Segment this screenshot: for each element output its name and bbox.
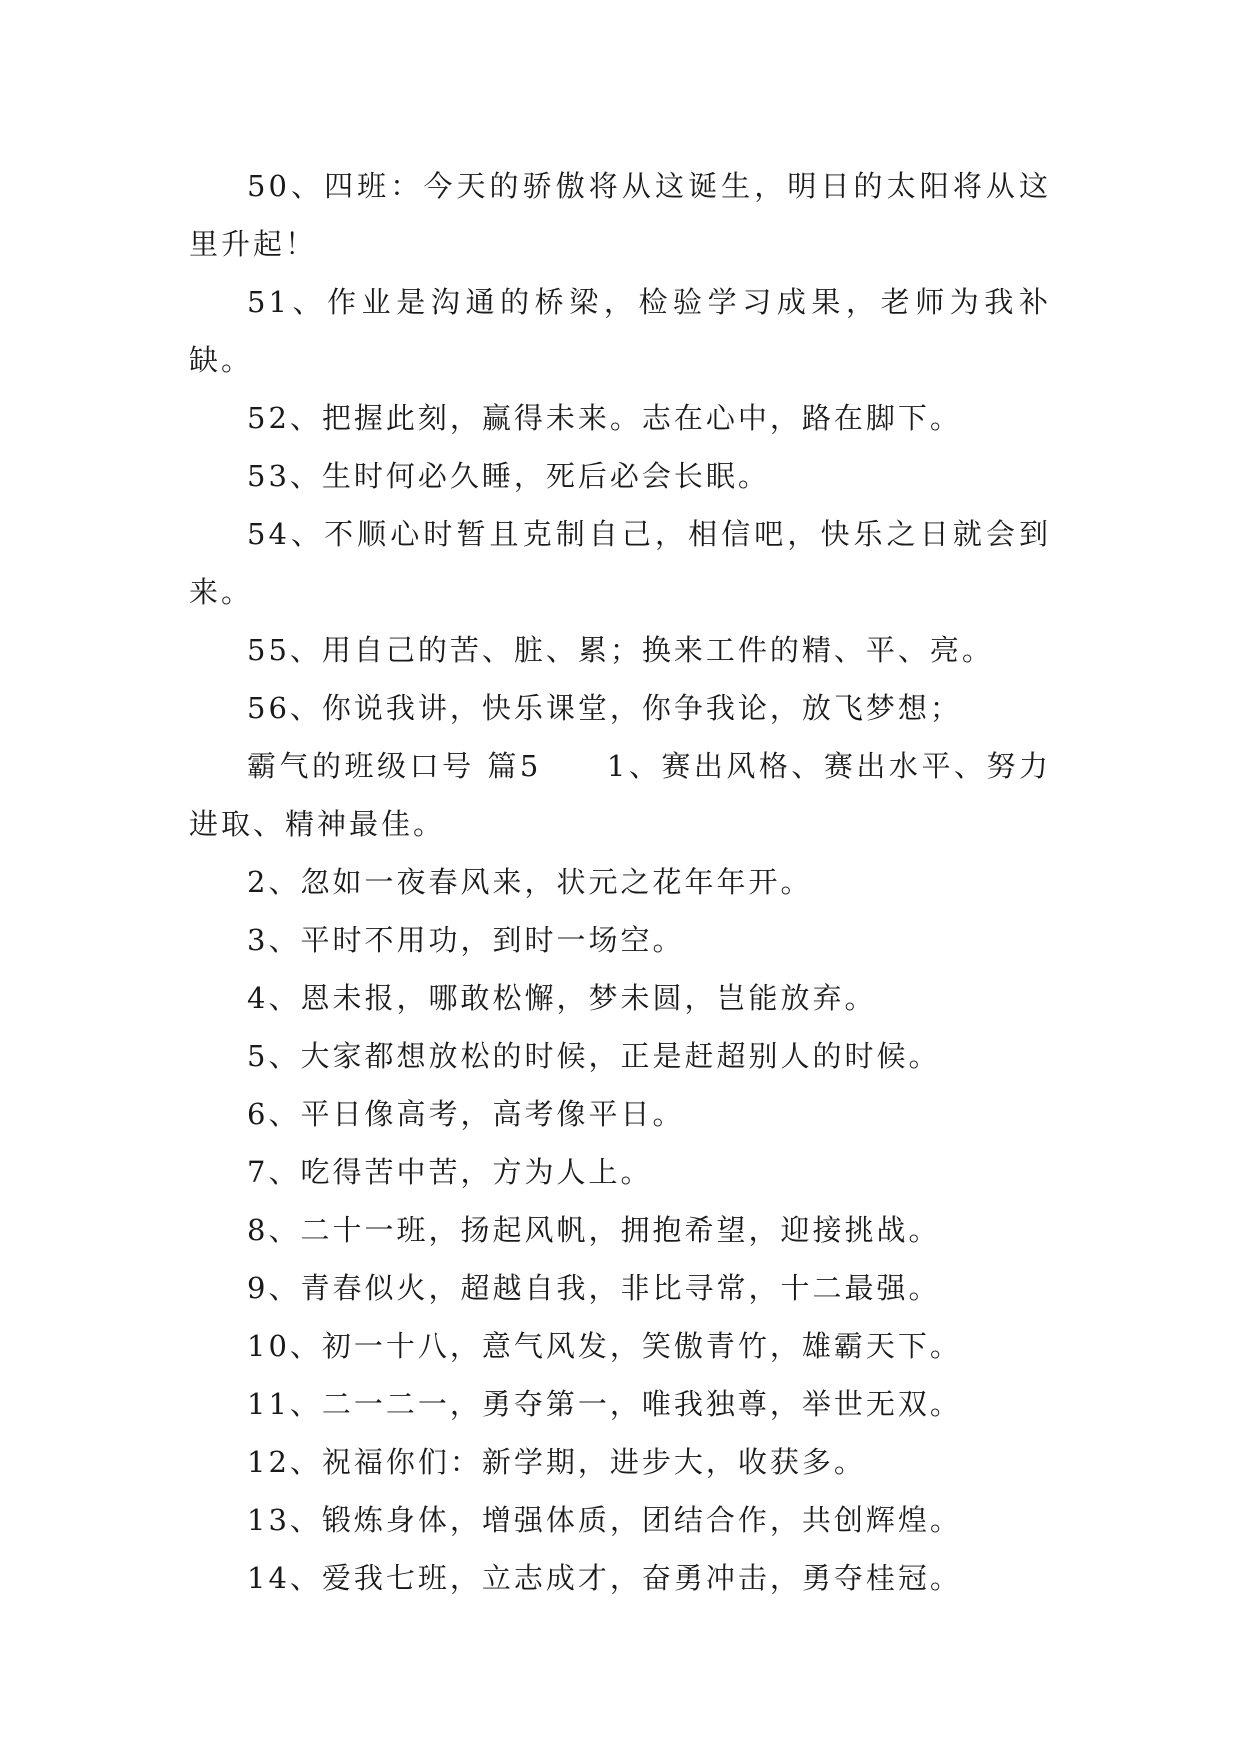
slogan-paragraph: 56、你说我讲，快乐课堂，你争我论，放飞梦想； (247, 691, 962, 725)
slogan-paragraph: 7、吃得苦中苦，方为人上。 (247, 1155, 653, 1189)
slogan-paragraph: 50、四班：今天的骄傲将从这诞生，明日的太阳将从这里升起！ (189, 169, 1051, 261)
slogan-paragraph: 54、不顺心时暂且克制自己，相信吧，快乐之日就会到来。 (189, 517, 1051, 609)
slogan-paragraph: 55、用自己的苦、脏、累；换来工件的精、平、亮。 (247, 633, 994, 667)
slogan-paragraph: 12、祝福你们：新学期，进步大，收获多。 (247, 1445, 866, 1479)
slogan-paragraph: 2、忽如一夜春风来，状元之花年年开。 (247, 865, 813, 899)
slogan-paragraph: 3、平时不用功，到时一场空。 (247, 923, 685, 957)
slogan-paragraph: 53、生时何必久睡，死后必会长眠。 (247, 459, 770, 493)
slogan-paragraph: 6、平日像高考，高考像平日。 (247, 1097, 685, 1131)
slogan-paragraph: 5、大家都想放松的时候，正是赶超别人的时候。 (247, 1039, 941, 1073)
slogan-paragraph: 11、二一二一，勇夺第一，唯我独尊，举世无双。 (247, 1387, 962, 1421)
slogan-paragraph: 8、二十一班，扬起风帆，拥抱希望，迎接挑战。 (247, 1213, 941, 1247)
section-heading-paragraph: 霸气的班级口号 篇5 1、赛出风格、赛出水平、努力进取、精神最佳。 (189, 749, 1051, 841)
slogan-paragraph: 10、初一十八，意气风发，笑傲青竹，雄霸天下。 (247, 1329, 962, 1363)
slogan-paragraph: 13、锻炼身体，增强体质，团结合作，共创辉煌。 (247, 1503, 962, 1537)
slogan-paragraph: 52、把握此刻，赢得未来。志在心中，路在脚下。 (247, 401, 962, 435)
document-body (189, 157, 1051, 1607)
slogan-paragraph: 9、青春似火，超越自我，非比寻常，十二最强。 (247, 1271, 941, 1305)
slogan-paragraph: 4、恩未报，哪敢松懈，梦未圆，岂能放弃。 (247, 981, 877, 1015)
slogan-paragraph: 51、作业是沟通的桥梁，检验学习成果，老师为我补缺。 (189, 285, 1051, 377)
slogan-paragraph: 14、爱我七班，立志成才，奋勇冲击，勇夺桂冠。 (247, 1561, 962, 1595)
